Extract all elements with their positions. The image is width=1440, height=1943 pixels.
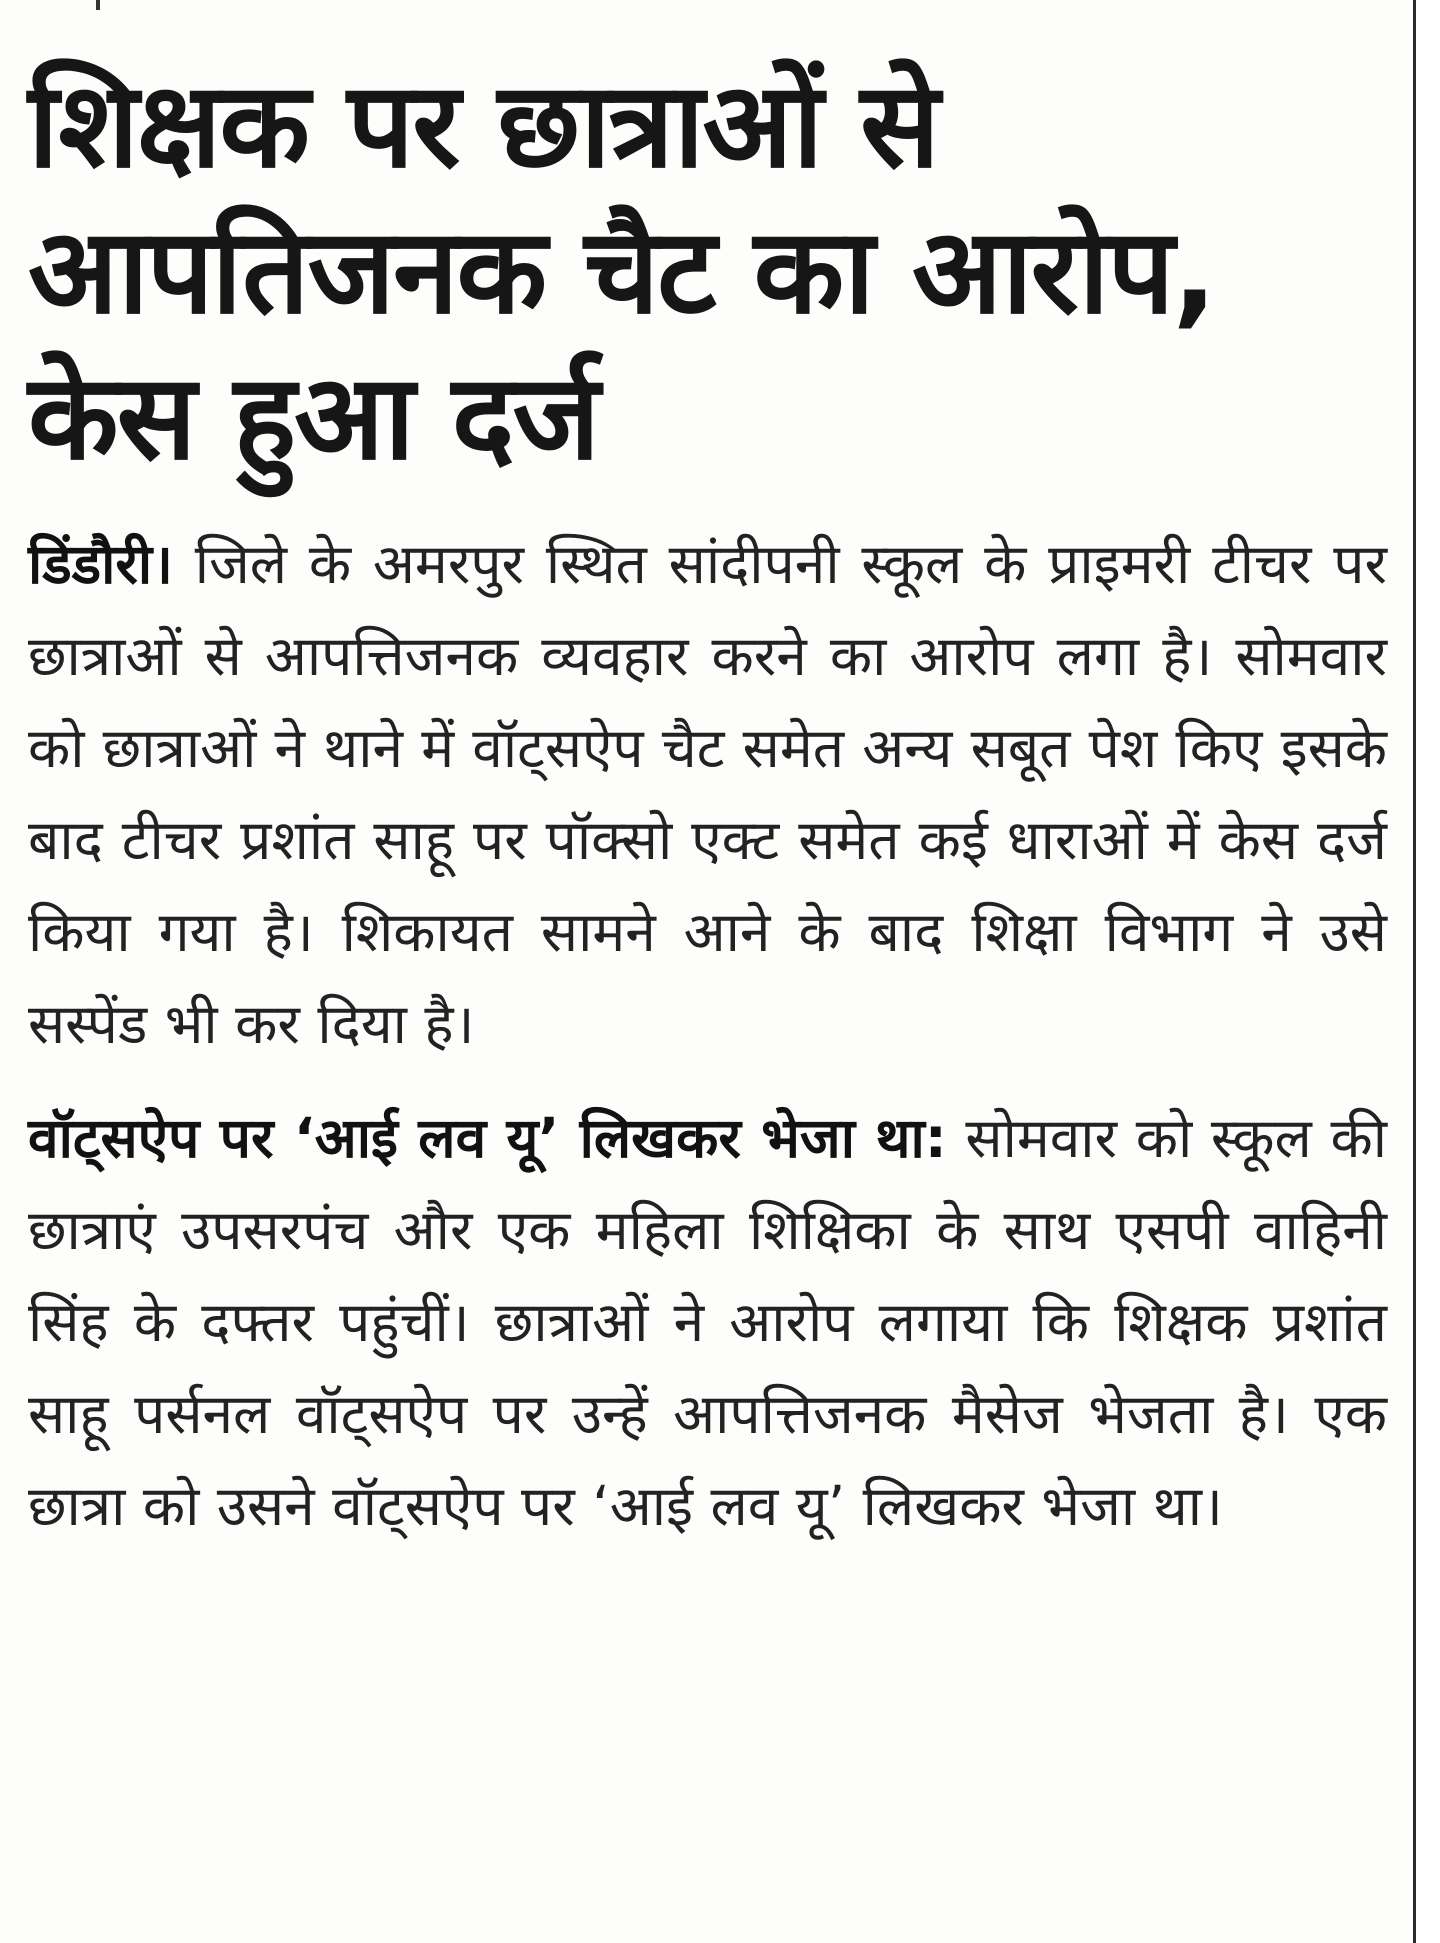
- headline-line-3: केस हुआ दर्ज: [28, 348, 599, 486]
- paragraph-2: [28, 1092, 1387, 1552]
- headline-line-1: शिक्षक पर छात्राओं से: [28, 56, 938, 194]
- dateline: डिंडौरी।: [28, 532, 173, 596]
- subheading: वॉट्सऐप पर ‘आई लव यू’ लिखकर भेजा था:: [28, 1106, 947, 1170]
- headline: [28, 52, 1387, 490]
- paragraph-1-text: जिले के अमरपुर स्थित सांदीपनी स्कूल के प्राइमरी टीचर पर छात्राओं से आपत्तिजनक व्यवहार करने का आरोप लगा है। सोमवार को छात्राओं ने थाने में वॉट्सऐप चैट समेत अन्य सबूत पेश किए इसके बाद टीचर प्रशांत साहू पर पॉक्सो एक्ट समेत कई धाराओं में केस दर्ज किया गया है। शिकायत सामने आने के बाद शिक्षा विभाग ने उसे सस्पेंड भी कर दिया है।: [28, 532, 1387, 1056]
- column-rule-mark: [96, 0, 100, 10]
- headline-line-2: आपतिजनक चैट का आरोप,: [28, 202, 1216, 340]
- article-body: [28, 518, 1387, 1552]
- paragraph-1: [28, 518, 1387, 1070]
- paragraph-2-text: सोमवार को स्कूल की छात्राएं उपसरपंच और एक महिला शिक्षिका के साथ एसपी वाहिनी सिंह के दफ्तर पहुंचीं। छात्राओं ने आरोप लगाया कि शिक्षक प्रशांत साहू पर्सनल वॉट्सऐप पर उन्हें आपत्तिजनक मैसेज भेजता है। एक छात्रा को उसने वॉट्सऐप पर ‘आई लव यू’ लिखकर भेजा था।: [28, 1106, 1387, 1538]
